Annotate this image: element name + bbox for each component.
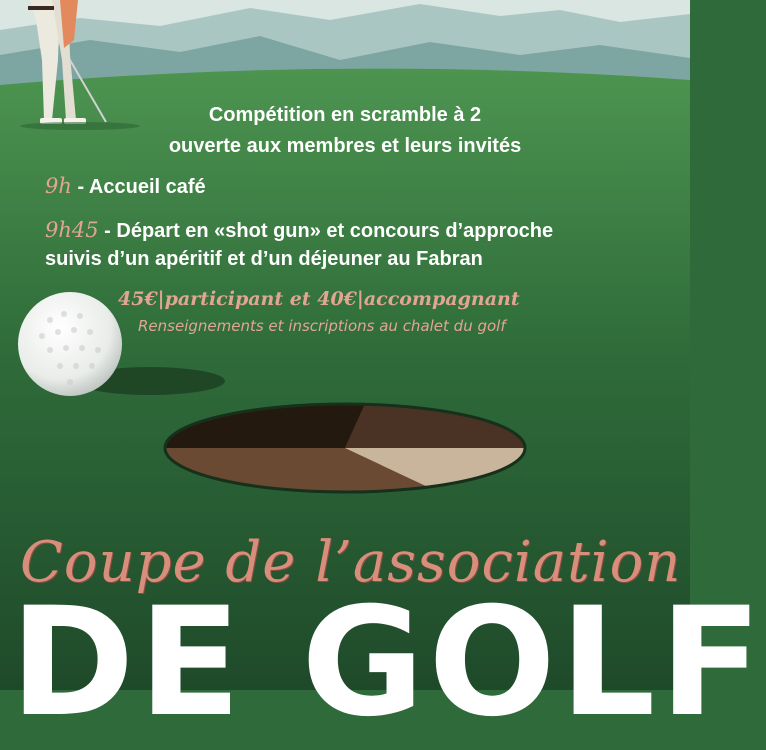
schedule-item-welcome xyxy=(45,174,206,199)
golf-hole-icon xyxy=(165,404,525,492)
price-line: 45€|participant et 40€|accompagnant xyxy=(118,288,520,310)
title-script: Coupe de l’association xyxy=(20,530,682,595)
title-big: DE GOLF xyxy=(10,576,766,750)
schedule-text: - Accueil café xyxy=(71,176,206,198)
competition-line: Compétition en scramble à 2 xyxy=(208,104,482,126)
open-to-members-line: ouverte aux membres et leurs invités xyxy=(168,135,522,157)
schedule-item-start xyxy=(45,218,553,243)
schedule-time: 9h xyxy=(45,174,72,198)
schedule-text: - Départ en «shot gun» et concours d’approche xyxy=(98,220,554,242)
schedule-continuation: suivis d’un apéritif et d’un déjeuner au Fabran xyxy=(45,248,483,270)
schedule-time: 9h45 xyxy=(45,218,99,242)
golf-ball-icon xyxy=(18,292,122,396)
info-line: Renseignements et inscriptions au chalet du golf xyxy=(138,317,506,335)
